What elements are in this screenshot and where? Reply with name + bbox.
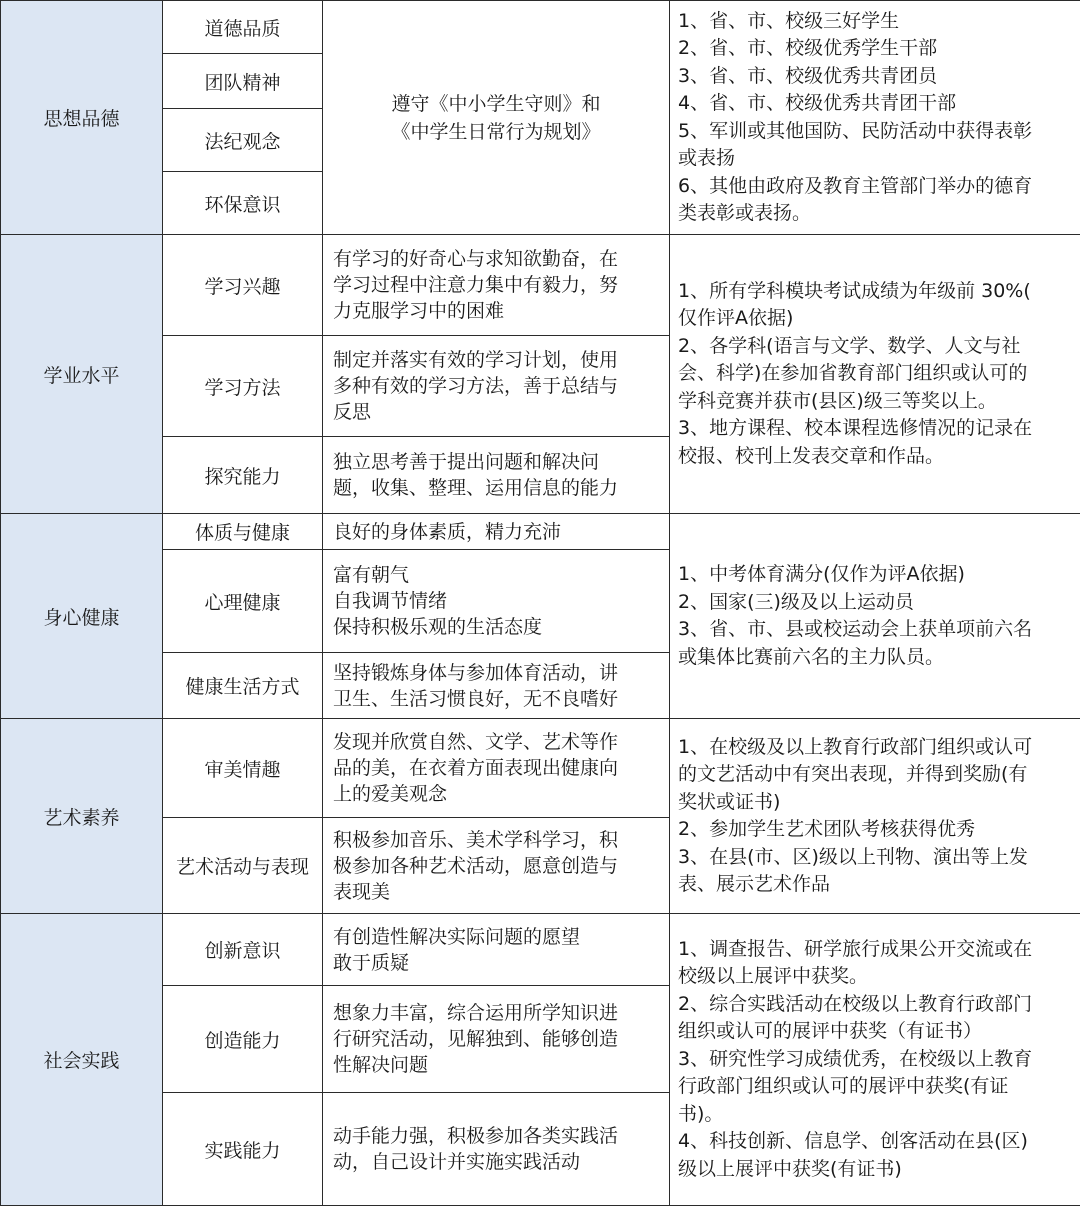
subcategory-cell: 团队精神 [163, 54, 323, 109]
table-row [1, 719, 1080, 818]
description-cell: 独立思考善于提出问题和解决问 题，收集、整理、运用信息的能力 [323, 437, 670, 514]
category-cell: 学业水平 [1, 235, 163, 514]
category-cell: 社会实践 [1, 914, 163, 1206]
description-cell: 坚持锻炼身体与参加体育活动，讲 卫生、生活习惯良好，无不良嗜好 [323, 653, 670, 719]
criteria-cell: 1、调查报告、研学旅行成果公开交流或在 校级以上展评中获奖。 2、综合实践活动在校级以上教育行政部门 组织或认可的展评中获奖（有证书） 3、研究性学习成绩优秀，在校级以上教育 行政部门组织或认可的展评中获奖(有证 书)。 4、科技创新、信息学、创客活动在县(区) 级以上展评中获奖(有证书) [670, 914, 1080, 1206]
criteria-cell: 1、省、市、校级三好学生 2、省、市、校级优秀学生干部 3、省、市、校级优秀共青团员 4、省、市、校级优秀共青团干部 5、军训或其他国防、民防活动中获得表彰 或表扬 6、其他由政府及教育主管部门举办的德育 类表彰或表扬。 [670, 1, 1080, 235]
description-cell: 有学习的好奇心与求知欲勤奋，在 学习过程中注意力集中有毅力，努 力克服学习中的困难 [323, 235, 670, 336]
subcategory-cell: 法纪观念 [163, 109, 323, 172]
table-row [1, 1, 1080, 54]
subcategory-cell: 艺术活动与表现 [163, 818, 323, 914]
criteria-cell: 1、在校级及以上教育行政部门组织或认可 的文艺活动中有突出表现，并得到奖励(有 奖状或证书) 2、参加学生艺术团队考核获得优秀 3、在县(市、区)级以上刊物、演出等上发 表、展示艺术作品 [670, 719, 1080, 914]
category-cell: 艺术素养 [1, 719, 163, 914]
subcategory-cell: 学习兴趣 [163, 235, 323, 336]
subcategory-cell: 道德品质 [163, 1, 323, 54]
category-cell: 身心健康 [1, 514, 163, 719]
description-cell: 积极参加音乐、美术学科学习，积 极参加各种艺术活动，愿意创造与 表现美 [323, 818, 670, 914]
subcategory-cell: 创造能力 [163, 986, 323, 1093]
subcategory-cell: 健康生活方式 [163, 653, 323, 719]
subcategory-cell: 探究能力 [163, 437, 323, 514]
subcategory-cell: 创新意识 [163, 914, 323, 986]
description-cell: 制定并落实有效的学习计划，使用 多种有效的学习方法，善于总结与 反思 [323, 336, 670, 437]
description-cell: 想象力丰富，综合运用所学知识进 行研究活动，见解独到、能够创造 性解决问题 [323, 986, 670, 1093]
subcategory-cell: 心理健康 [163, 550, 323, 653]
description-cell: 发现并欣赏自然、文学、艺术等作 品的美，在衣着方面表现出健康向 上的爱美观念 [323, 719, 670, 818]
subcategory-cell: 实践能力 [163, 1093, 323, 1206]
subcategory-cell: 体质与健康 [163, 514, 323, 550]
description-cell: 遵守《中小学生守则》和 《中学生日常行为规划》 [323, 1, 670, 235]
description-cell: 动手能力强，积极参加各类实践活 动，自己设计并实施实践活动 [323, 1093, 670, 1206]
description-cell: 富有朝气 自我调节情绪 保持积极乐观的生活态度 [323, 550, 670, 653]
subcategory-cell: 学习方法 [163, 336, 323, 437]
description-cell: 有创造性解决实际问题的愿望 敢于质疑 [323, 914, 670, 986]
table-row [1, 914, 1080, 986]
criteria-cell: 1、所有学科模块考试成绩为年级前 30%( 仅作评A依据) 2、各学科(语言与文学、数学、人文与社 会、科学)在参加省教育部门组织或认可的 学科竞赛并获市(县区)级三等奖以上。 3、地方课程、校本课程选修情况的记录在 校报、校刊上发表交章和作品。 [670, 235, 1080, 514]
table-row [1, 514, 1080, 550]
table-row [1, 235, 1080, 336]
category-cell: 思想品德 [1, 1, 163, 235]
criteria-cell: 1、中考体育满分(仅作为评A依据) 2、国家(三)级及以上运动员 3、省、市、县或校运动会上获单项前六名 或集体比赛前六名的主力队员。 [670, 514, 1080, 719]
subcategory-cell: 审美情趣 [163, 719, 323, 818]
subcategory-cell: 环保意识 [163, 172, 323, 235]
description-cell: 良好的身体素质，精力充沛 [323, 514, 670, 550]
